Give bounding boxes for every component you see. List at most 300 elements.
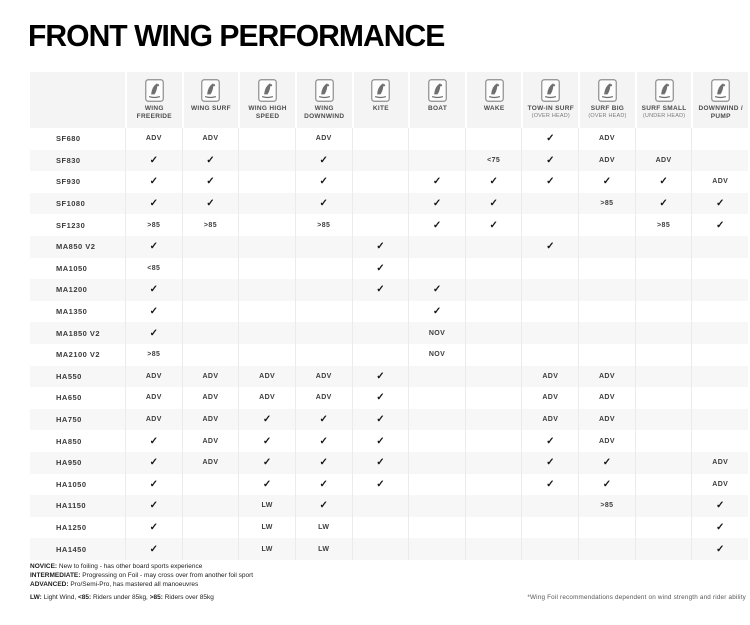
column-header (578, 72, 635, 128)
check-icon: ✓ (262, 414, 272, 426)
table-cell (295, 236, 352, 258)
table-cell (691, 150, 748, 172)
table-cell (295, 409, 352, 431)
table-row (30, 517, 748, 539)
check-icon: ✓ (659, 198, 668, 210)
model-name: SF930 (56, 177, 81, 187)
column-header (521, 72, 578, 128)
table-cell (691, 258, 748, 280)
check-icon: ✓ (149, 478, 159, 490)
model-name: MA2100 V2 (56, 350, 101, 360)
table-row (30, 214, 748, 236)
table-cell: LW (295, 517, 352, 539)
table-cell (635, 517, 692, 539)
table-cell: ADV (521, 387, 578, 409)
check-icon: ✓ (659, 176, 668, 188)
table-cell (238, 474, 295, 496)
table-cell (635, 258, 692, 280)
table-cell (182, 279, 239, 301)
table-cell (578, 279, 635, 301)
table-cell (635, 387, 692, 409)
model-name: HA1050 (56, 479, 87, 489)
check-icon: ✓ (546, 154, 555, 166)
table-cell (521, 236, 578, 258)
table-cell: ADV (578, 409, 635, 431)
table-row (30, 474, 748, 496)
table-cell (125, 279, 182, 301)
check-icon: ✓ (149, 306, 159, 318)
check-icon: ✓ (149, 198, 159, 210)
table-cell: ADV (691, 452, 748, 474)
check-icon: ✓ (149, 500, 159, 512)
table-cell: LW (238, 538, 295, 560)
table-cell (691, 387, 748, 409)
column-header (691, 72, 748, 128)
table-cell: ADV (125, 366, 182, 388)
table-cell (238, 214, 295, 236)
check-icon: ✓ (149, 521, 159, 533)
check-icon: ✓ (319, 154, 328, 166)
check-icon: ✓ (376, 262, 385, 274)
check-icon: ✓ (149, 284, 159, 296)
table-cell (578, 322, 635, 344)
table-cell (635, 322, 692, 344)
table-cell (578, 214, 635, 236)
table-cell (182, 236, 239, 258)
column-header (182, 72, 239, 128)
model-name: HA550 (56, 371, 82, 381)
table-cell (691, 495, 748, 517)
column-header (465, 72, 522, 128)
table-cell (635, 128, 692, 150)
check-icon: ✓ (489, 176, 498, 188)
table-row (30, 258, 748, 280)
wing-foil-footnote: *Wing Foil recommendations dependent on wind strength and rider ability (527, 594, 746, 601)
table-cell (238, 193, 295, 215)
table-cell (465, 128, 522, 150)
table-cell (295, 258, 352, 280)
table-cell (238, 452, 295, 474)
table-cell (125, 193, 182, 215)
table-cell (691, 236, 748, 258)
table-row (30, 538, 748, 560)
table-cell (125, 150, 182, 172)
check-icon: ✓ (206, 154, 215, 166)
table-cell (465, 279, 522, 301)
table-cell: ADV (295, 128, 352, 150)
table-cell: ADV (238, 366, 295, 388)
table-cell (125, 452, 182, 474)
table-cell: ADV (521, 409, 578, 431)
table-cell (182, 193, 239, 215)
boat-icon (428, 78, 447, 102)
check-icon: ✓ (319, 414, 328, 426)
table-cell (352, 366, 409, 388)
check-icon: ✓ (149, 241, 159, 253)
table-cell (635, 474, 692, 496)
check-icon: ✓ (206, 176, 215, 188)
check-icon: ✓ (149, 543, 159, 555)
table-cell (182, 474, 239, 496)
table-cell (182, 344, 239, 366)
table-cell (295, 322, 352, 344)
table-cell (352, 279, 409, 301)
table-cell (578, 301, 635, 323)
table-cell (408, 538, 465, 560)
table-cell: LW (295, 538, 352, 560)
table-cell (352, 474, 409, 496)
table-cell (238, 171, 295, 193)
table-cell (352, 301, 409, 323)
check-icon: ✓ (149, 176, 159, 188)
check-icon: ✓ (432, 198, 442, 210)
skill-legend (30, 562, 253, 589)
check-icon: ✓ (546, 133, 555, 145)
table-cell (635, 366, 692, 388)
table-cell (691, 430, 748, 452)
check-icon: ✓ (262, 478, 272, 490)
table-cell (465, 236, 522, 258)
check-icon: ✓ (602, 478, 612, 490)
table-cell (578, 474, 635, 496)
table-cell: >85 (635, 214, 692, 236)
table-cell: ADV (578, 366, 635, 388)
table-cell: ADV (295, 387, 352, 409)
table-row (30, 128, 748, 150)
table-cell (182, 517, 239, 539)
table-cell: ADV (182, 366, 239, 388)
check-icon: ✓ (716, 500, 725, 512)
model-name: HA1150 (56, 501, 87, 511)
table-cell (182, 301, 239, 323)
check-icon: ✓ (546, 241, 555, 253)
table-cell: ADV (125, 128, 182, 150)
check-icon: ✓ (546, 435, 555, 447)
table-cell (521, 474, 578, 496)
column-header (238, 72, 295, 128)
table-row (30, 150, 748, 172)
table-cell (408, 236, 465, 258)
table-row (30, 366, 748, 388)
table-cell: ADV (182, 387, 239, 409)
table-cell (408, 430, 465, 452)
table-cell (521, 344, 578, 366)
table-cell (352, 193, 409, 215)
table-cell: >85 (182, 214, 239, 236)
check-icon: ✓ (602, 457, 612, 469)
check-icon: ✓ (546, 478, 555, 490)
table-cell (125, 517, 182, 539)
model-column-header (30, 72, 125, 128)
table-row (30, 452, 748, 474)
table-row (30, 279, 748, 301)
wing-freeride-icon (145, 78, 164, 102)
downwind-pump-icon (711, 78, 730, 102)
model-name: SF680 (56, 134, 81, 144)
table-cell (352, 538, 409, 560)
table-cell (238, 322, 295, 344)
table-cell (521, 538, 578, 560)
table-cell (238, 279, 295, 301)
table-cell: ADV (125, 409, 182, 431)
table-cell (691, 279, 748, 301)
check-icon: ✓ (376, 478, 385, 490)
column-label: DOWNWIND / PUMP (698, 105, 743, 120)
table-cell (352, 236, 409, 258)
table-cell (408, 128, 465, 150)
table-cell (408, 258, 465, 280)
table-cell: ADV (182, 128, 239, 150)
table-cell: >85 (125, 214, 182, 236)
table-cell (352, 322, 409, 344)
table-cell (352, 171, 409, 193)
table-cell (352, 517, 409, 539)
check-icon: ✓ (319, 500, 328, 512)
model-name: HA950 (56, 458, 82, 468)
table-cell: ADV (691, 171, 748, 193)
table-cell (295, 171, 352, 193)
check-icon: ✓ (376, 457, 385, 469)
table-cell: ADV (125, 387, 182, 409)
table-cell (521, 193, 578, 215)
table-cell: NOV (408, 344, 465, 366)
table-cell (408, 517, 465, 539)
table-cell (691, 517, 748, 539)
table-cell (238, 150, 295, 172)
table-cell (691, 409, 748, 431)
table-cell (465, 214, 522, 236)
table-cell (635, 193, 692, 215)
table-cell (352, 258, 409, 280)
model-name: HA750 (56, 415, 82, 425)
table-cell (352, 495, 409, 517)
table-cell (521, 452, 578, 474)
table-cell (408, 366, 465, 388)
table-cell: NOV (408, 322, 465, 344)
model-name: MA1200 (56, 285, 88, 295)
table-cell (295, 495, 352, 517)
legend-line: NOVICE: New to foiling - has other board sports experience (30, 563, 203, 570)
table-cell (691, 128, 748, 150)
performance-table (30, 72, 748, 560)
table-cell (465, 366, 522, 388)
table-cell (352, 128, 409, 150)
table-cell (352, 409, 409, 431)
table-cell (691, 214, 748, 236)
table-cell (521, 301, 578, 323)
page-title: FRONT WING PERFORMANCE (28, 18, 445, 53)
table-cell (182, 322, 239, 344)
table-cell (691, 322, 748, 344)
table-cell (635, 430, 692, 452)
table-cell (691, 538, 748, 560)
column-label: TOW-IN SURF (527, 105, 574, 112)
table-cell: ADV (635, 150, 692, 172)
table-cell (465, 387, 522, 409)
check-icon: ✓ (489, 198, 498, 210)
table-row (30, 430, 748, 452)
table-cell (465, 258, 522, 280)
table-cell: <75 (465, 150, 522, 172)
table-cell (125, 538, 182, 560)
model-name: MA1850 V2 (56, 328, 101, 338)
table-cell (465, 409, 522, 431)
column-header (295, 72, 352, 128)
table-cell (408, 387, 465, 409)
surf-small-icon (655, 78, 674, 102)
check-icon: ✓ (149, 457, 159, 469)
column-label: WING FREERIDE (136, 105, 172, 120)
table-cell: ADV (578, 430, 635, 452)
column-label: WING DOWNWIND (304, 105, 345, 120)
check-icon: ✓ (432, 176, 442, 188)
table-cell (182, 258, 239, 280)
check-icon: ✓ (149, 327, 159, 339)
table-cell (635, 495, 692, 517)
table-cell (521, 430, 578, 452)
check-icon: ✓ (602, 176, 612, 188)
column-header (635, 72, 692, 128)
table-cell (408, 452, 465, 474)
table-row (30, 387, 748, 409)
table-cell: ADV (578, 387, 635, 409)
table-cell (521, 214, 578, 236)
table-cell: LW (238, 517, 295, 539)
check-icon: ✓ (546, 176, 555, 188)
table-cell (352, 150, 409, 172)
table-cell (635, 452, 692, 474)
table-cell (295, 344, 352, 366)
check-icon: ✓ (149, 435, 159, 447)
table-cell (635, 236, 692, 258)
table-cell (408, 301, 465, 323)
table-cell (125, 430, 182, 452)
model-name: SF1080 (56, 199, 86, 209)
check-icon: ✓ (432, 219, 442, 231)
table-row (30, 301, 748, 323)
table-cell (352, 430, 409, 452)
table-cell (238, 258, 295, 280)
table-cell (465, 171, 522, 193)
check-icon: ✓ (716, 219, 725, 231)
wake-icon (485, 78, 504, 102)
table-cell: ADV (295, 366, 352, 388)
table-row (30, 171, 748, 193)
table-row (30, 409, 748, 431)
table-cell (182, 150, 239, 172)
check-icon: ✓ (376, 414, 385, 426)
model-name: MA1050 (56, 263, 88, 273)
table-cell (691, 366, 748, 388)
table-cell (238, 236, 295, 258)
table-cell (465, 301, 522, 323)
check-icon: ✓ (376, 370, 385, 382)
kite-icon (371, 78, 390, 102)
table-cell (352, 452, 409, 474)
table-cell (352, 344, 409, 366)
table-cell (635, 301, 692, 323)
model-name: HA650 (56, 393, 82, 403)
table-cell (125, 171, 182, 193)
table-cell (238, 409, 295, 431)
table-cell (295, 279, 352, 301)
table-cell (465, 452, 522, 474)
table-cell (635, 344, 692, 366)
table-cell (691, 344, 748, 366)
check-icon: ✓ (319, 478, 328, 490)
table-cell (408, 150, 465, 172)
column-sublabel: (UNDER HEAD) (642, 112, 686, 119)
table-cell (182, 171, 239, 193)
table-cell: >85 (578, 193, 635, 215)
check-icon: ✓ (319, 198, 328, 210)
table-cell (578, 258, 635, 280)
table-cell (578, 538, 635, 560)
column-sublabel: (OVER HEAD) (588, 112, 627, 119)
table-cell (465, 538, 522, 560)
table-cell (295, 474, 352, 496)
table-cell (295, 150, 352, 172)
table-cell (465, 517, 522, 539)
tow-in-surf-icon (541, 78, 560, 102)
table-cell (408, 214, 465, 236)
check-icon: ✓ (489, 219, 498, 231)
check-icon: ✓ (376, 392, 385, 404)
table-cell (691, 301, 748, 323)
table-cell (295, 452, 352, 474)
table-cell (691, 193, 748, 215)
table-row (30, 322, 748, 344)
table-cell (408, 279, 465, 301)
model-name: MA1350 (56, 307, 88, 317)
check-icon: ✓ (716, 521, 725, 533)
check-icon: ✓ (716, 543, 725, 555)
check-icon: ✓ (149, 154, 159, 166)
column-label: WING SURF (191, 105, 231, 112)
model-name: HA1450 (56, 544, 87, 554)
table-cell (125, 474, 182, 496)
legend-line: INTERMEDIATE: Progressing on Foil - may cross over from another foil sport (30, 572, 254, 579)
weight-legend: LW: Light Wind, <85: Riders under 85kg, >85: Riders over 85kg (30, 594, 214, 601)
table-cell (238, 301, 295, 323)
table-row (30, 193, 748, 215)
check-icon: ✓ (716, 198, 725, 210)
model-name: MA850 V2 (56, 242, 96, 252)
table-row (30, 344, 748, 366)
check-icon: ✓ (432, 284, 442, 296)
table-cell (521, 258, 578, 280)
wing-high-speed-icon (258, 78, 277, 102)
model-name: HA1250 (56, 522, 87, 532)
check-icon: ✓ (376, 435, 385, 447)
table-cell (408, 409, 465, 431)
column-label: BOAT (427, 105, 448, 112)
check-icon: ✓ (319, 176, 328, 188)
column-label: WING HIGH SPEED (248, 105, 287, 120)
table-cell: <85 (125, 258, 182, 280)
table-cell (578, 517, 635, 539)
table-cell (238, 128, 295, 150)
table-row (30, 236, 748, 258)
table-cell (125, 322, 182, 344)
column-header (408, 72, 465, 128)
column-label: WAKE (483, 105, 505, 112)
table-cell (521, 517, 578, 539)
check-icon: ✓ (432, 306, 442, 318)
legend (30, 562, 253, 601)
check-icon: ✓ (262, 457, 272, 469)
model-name: HA850 (56, 436, 82, 446)
